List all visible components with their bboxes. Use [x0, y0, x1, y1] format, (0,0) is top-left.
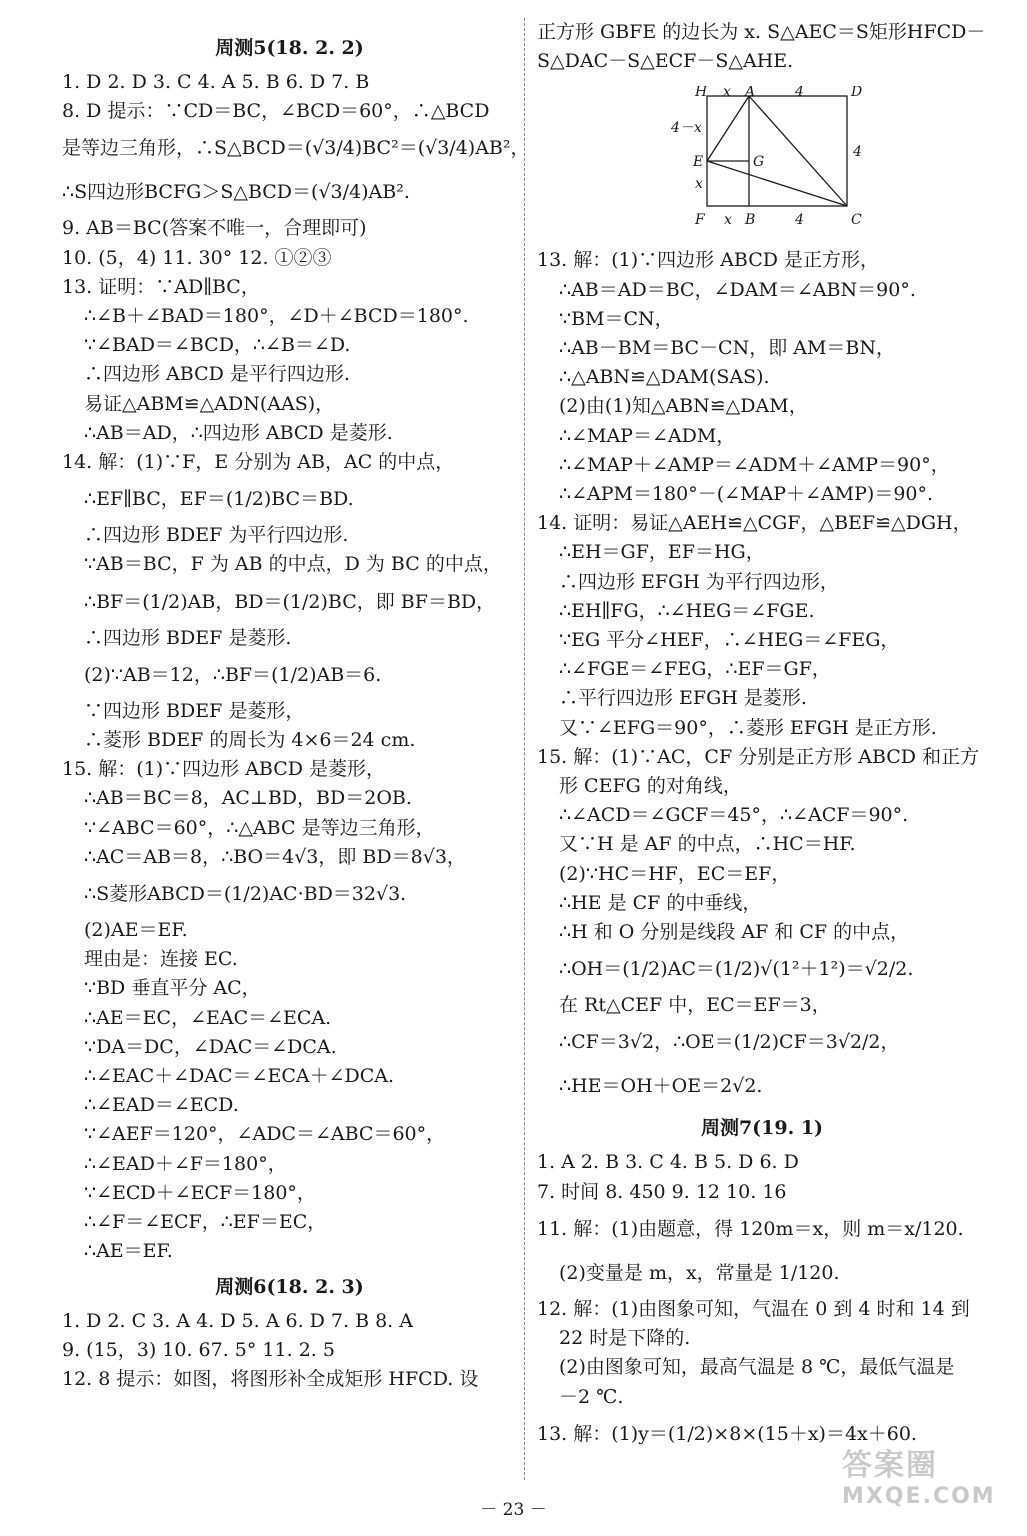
label-x-bottom: x: [724, 212, 732, 229]
label-H: H: [695, 86, 708, 101]
text-line: 12. 解：(1)由图象可知，气温在 0 到 4 时和 14 到: [537, 1297, 970, 1320]
text-line: 7. 时间 8. 450 9. 12 10. 16: [537, 1180, 787, 1203]
text-line: ∴AB＝BC＝8，AC⊥BD，BD＝2OB.: [84, 787, 412, 810]
text-line: 13. 解：(1)∵四边形 ABCD 是正方形，: [537, 249, 880, 272]
text-line: ∵四边形 BDEF 是菱形，: [84, 699, 305, 722]
text-line: 正方形 GBFE 的边长为 x. S△AEC＝S矩形HFCD－: [537, 21, 986, 43]
text-line: ∴AC＝AB＝8，∴BO＝4√3，即 BD＝8√3，: [84, 845, 466, 868]
text-line: 12. 8 提示：如图，将图形补全成矩形 HFCD. 设: [62, 1367, 479, 1390]
text-line: ∴∠EAC＋∠DAC＝∠ECA＋∠DCA.: [84, 1065, 395, 1088]
text-line: 10. (5，4) 11. 30° 12. ①②③: [62, 246, 332, 269]
text-line: ∴四边形 ABCD 是平行四边形.: [84, 363, 350, 386]
text-line: ∵AB＝BC，F 为 AB 的中点，D 为 BC 的中点，: [84, 553, 502, 576]
text-line: ∴HE＝OH＋OE＝2√2.: [559, 1075, 763, 1098]
text-line: ∴△ABN≌△DAM(SAS).: [559, 366, 770, 389]
text-line: ∴OH＝(1/2)AC＝(1/2)√(1²＋1²)＝√2/2.: [559, 958, 914, 981]
label-E: E: [693, 154, 704, 171]
text-line: ∵EG 平分∠HEF，∴∠HEG＝∠FEG，: [559, 629, 900, 652]
right-main-text: [537, 246, 987, 1455]
text-line: 15. 解：(1)∵AC，CF 分别是正方形 ABCD 和正方: [537, 745, 980, 768]
section-title: 周测6(18. 2. 3): [215, 1275, 364, 1298]
text-line: ∴∠EAD＋∠F＝180°，: [84, 1152, 287, 1175]
text-line: ∴四边形 BDEF 是菱形.: [84, 626, 292, 649]
text-line: ∵DA＝DC，∠DAC＝∠DCA.: [84, 1035, 337, 1058]
text-line: ∴∠APM＝180°－(∠MAP＋∠AMP)＝90°.: [559, 483, 934, 506]
text-line: ∴∠B＋∠BAD＝180°，∠D＋∠BCD＝180°.: [84, 305, 469, 328]
text-line: 1. D 2. D 3. C 4. A 5. B 6. D 7. B: [62, 71, 370, 93]
watermark: [842, 1440, 1012, 1520]
text-line: －2 ℃.: [559, 1385, 624, 1408]
text-line: 1. D 2. C 3. A 4. D 5. A 6. D 7. B 8. A: [62, 1309, 413, 1332]
text-line: 是等边三角形，∴S△BCD＝(√3/4)BC²＝(√3/4)AB²，: [62, 137, 530, 160]
text-line: ∴四边形 EFGH 为平行四边形，: [559, 570, 839, 593]
text-line: ∴CF＝3√2，∴OE＝(1/2)CF＝3√2/2，: [559, 1031, 900, 1054]
text-line: ∵∠ECD＋∠ECF＝180°，: [84, 1181, 316, 1204]
text-line: ∴∠ACD＝∠GCF＝45°，∴∠ACF＝90°.: [559, 804, 909, 827]
left-column: [62, 28, 530, 1394]
label-F: F: [695, 212, 705, 229]
text-line: 1. A 2. B 3. C 4. B 5. D 6. D: [537, 1151, 799, 1174]
text-line: ∴∠MAP＝∠ADM，: [559, 424, 736, 447]
watermark-line1: 答案圈: [842, 1448, 938, 1483]
text-line: ∴AB＝AD，∴四边形 ABCD 是菱形.: [84, 421, 393, 444]
text-line: 又∵H 是 AF 的中点，∴HC＝HF.: [559, 833, 856, 856]
text-line: ∴∠F＝∠ECF，∴EF＝EC，: [84, 1211, 327, 1234]
label-4-minus-x: 4－x: [671, 120, 702, 137]
text-line: 13. 解：(1)y＝(1/2)×8×(15＋x)＝4x＋60.: [537, 1422, 917, 1445]
text-line: ∵∠AEF＝120°，∠ADC＝∠ABC＝60°，: [84, 1123, 446, 1146]
label-4-right: 4: [853, 144, 862, 161]
text-line: 又∵∠EFG＝90°，∴菱形 EFGH 是正方形.: [559, 716, 937, 739]
text-line: ∴∠MAP＋∠AMP＝∠ADM＋∠AMP＝90°，: [559, 453, 950, 476]
text-line: (2)变量是 m，x，常量是 1/120.: [559, 1261, 840, 1284]
text-line: ∴EF∥BC，EF＝(1/2)BC＝BD.: [84, 488, 354, 511]
text-line: ∴S四边形BCFG＞S△BCD＝(√3/4)AB².: [62, 181, 410, 204]
right-column: [537, 18, 987, 1456]
text-line: ∴EH＝GF，EF＝HG，: [559, 541, 765, 564]
text-line: ∴AB＝AD＝BC，∠DAM＝∠ABN＝90°.: [559, 278, 916, 301]
text-line: ∵BM＝CN，: [559, 307, 674, 330]
label-4-bottom: 4: [795, 212, 804, 229]
page-number: － 23 －: [480, 1500, 547, 1520]
watermark-line2: MXQE.COM: [842, 1484, 996, 1509]
text-line: S△DAC－S△ECF－S△AHE.: [537, 50, 794, 73]
section-title: 周测7(19. 1): [700, 1117, 824, 1140]
label-x-left: x: [695, 176, 703, 193]
label-B: B: [745, 212, 756, 229]
text-line: ∵BD 垂直平分 AC，: [84, 977, 261, 1000]
text-line: ∴H 和 O 分别是线段 AF 和 CF 的中点，: [559, 921, 910, 944]
text-line: ∴AB－BM＝BC－CN，即 AM＝BN，: [559, 337, 896, 360]
text-line: (2)∵HC＝HF，EC＝EF，: [559, 862, 791, 885]
label-D: D: [851, 86, 863, 101]
text-line: 11. 解：(1)由题意，得 120m＝x，则 m＝x/120.: [537, 1217, 964, 1240]
text-line: ∴BF＝(1/2)AB，BD＝(1/2)BC，即 BF＝BD，: [84, 590, 496, 613]
section-title: 周测5(18. 2. 2): [215, 37, 364, 59]
text-line: ∴∠EAD＝∠ECD.: [84, 1094, 239, 1117]
column-divider: [524, 18, 525, 1480]
text-line: 13. 证明：∵AD∥BC，: [62, 275, 260, 298]
text-line: ∵∠BAD＝∠BCD，∴∠B＝∠D.: [84, 334, 351, 357]
text-line: (2)由(1)知△ABN≌△DAM，: [559, 395, 808, 418]
text-line: 14. 解：(1)∵F，E 分别为 AB，AC 的中点，: [62, 451, 455, 474]
geometry-diagram: [667, 86, 877, 236]
text-line: (2)AE＝EF.: [84, 919, 188, 942]
text-line: 理由是：连接 EC.: [84, 948, 238, 971]
text-line: 易证△ABM≌△ADN(AAS)，: [84, 392, 335, 415]
text-line: ∴四边形 BDEF 为平行四边形.: [84, 524, 349, 547]
text-line: ∴∠FGE＝∠FEG，∴EF＝GF，: [559, 658, 831, 681]
text-line: ∵∠ABC＝60°，∴△ABC 是等边三角形，: [84, 816, 435, 839]
text-line: 9. (15，3) 10. 67. 5° 11. 2. 5: [62, 1338, 335, 1361]
text-line: (2)∵AB＝12，∴BF＝(1/2)AB＝6.: [84, 663, 382, 686]
text-line: ∴EH∥FG，∴∠HEG＝∠FGE.: [559, 599, 815, 622]
text-line: ∴AE＝EC，∠EAC＝∠ECA.: [84, 1006, 332, 1029]
text-line: 在 Rt△CEF 中，EC＝EF＝3，: [559, 994, 831, 1017]
text-line: ∴平行四边形 EFGH 是菱形.: [559, 687, 807, 710]
text-line: 22 时是下降的.: [559, 1327, 691, 1350]
right-top-text: [537, 18, 987, 76]
label-G: G: [753, 154, 765, 171]
text-line: ∴S菱形ABCD＝(1/2)AC·BD＝32√3.: [84, 883, 407, 906]
text-line: ∴菱形 BDEF 的周长为 4×6＝24 cm.: [84, 729, 416, 752]
text-line: 形 CEFG 的对角线，: [559, 775, 742, 798]
label-A: A: [745, 86, 756, 101]
text-line: 14. 证明：易证△AEH≌△CGF，△BEF≌△DGH，: [537, 512, 972, 535]
label-4-top: 4: [795, 86, 804, 101]
label-x-top: x: [723, 86, 731, 101]
text-line: (2)由图象可知，最高气温是 8 ℃，最低气温是: [559, 1356, 955, 1379]
text-line: 9. AB＝BC(答案不唯一，合理即可): [62, 217, 367, 240]
label-C: C: [851, 212, 862, 229]
text-line: ∴HE 是 CF 的中垂线，: [559, 891, 762, 914]
text-line: 15. 解：(1)∵四边形 ABCD 是菱形，: [62, 758, 386, 781]
text-line: 8. D 提示：∵CD＝BC，∠BCD＝60°，∴△BCD: [62, 100, 490, 123]
text-line: ∴AE＝EF.: [84, 1240, 173, 1263]
